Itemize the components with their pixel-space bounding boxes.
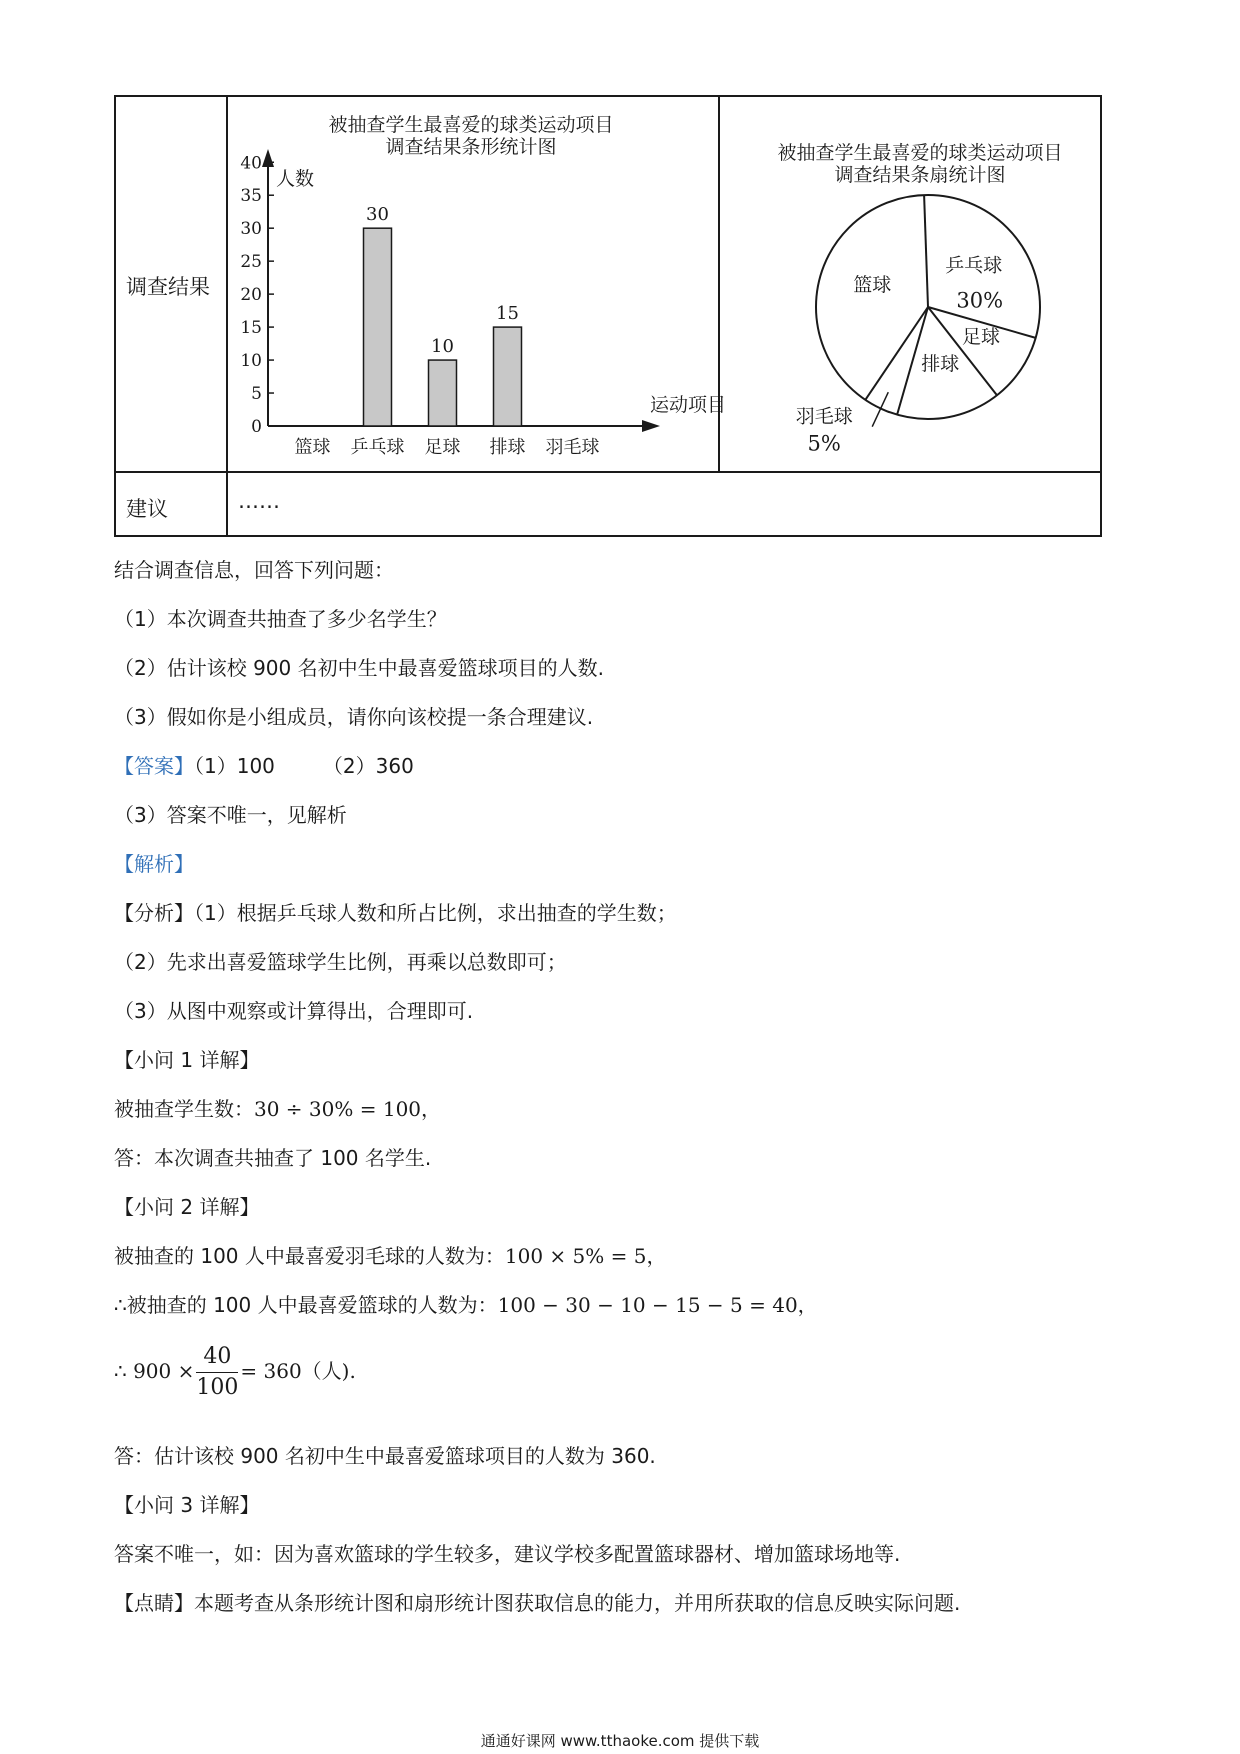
question-2: （2）估计该校 900 名初中生中最喜爱篮球项目的人数.	[114, 656, 604, 680]
answer-line	[114, 750, 414, 779]
sub2-line3-pre: ∴ 900 ×	[114, 1359, 195, 1383]
bar-chart-categories	[295, 437, 600, 458]
bar-category-label: 乒乓球	[350, 437, 405, 458]
pie-slice-label: 排球	[921, 352, 960, 375]
fraction	[196, 1342, 238, 1403]
bar-chart	[228, 97, 727, 471]
row-label-results: 调查结果	[126, 275, 210, 299]
pie-slice-percent: 30%	[956, 288, 1004, 313]
fenxi-2: （2）先求出喜爱篮球学生比例，再乘以总数即可；	[114, 950, 567, 974]
bar	[429, 360, 457, 426]
bar-ytick-label: 15	[240, 318, 262, 339]
bar-ytick-label: 0	[251, 417, 262, 437]
sub2-line2-math: 100 − 30 − 10 − 15 − 5 = 40，	[497, 1293, 818, 1317]
sub2-line2-text: ∴被抽查的 100 人中最喜爱篮球的人数为：	[114, 1293, 498, 1317]
bar-data-label: 30	[366, 204, 389, 226]
pie-chart	[720, 97, 1100, 471]
dianjing-line: 【点睛】本题考查从条形统计图和扇形统计图获取信息的能力，并用所获取的信息反映实际问题.	[114, 1591, 961, 1615]
bar-category-label: 篮球	[294, 437, 331, 458]
table-row-divider	[114, 471, 1102, 473]
pie-slice-label: 足球	[962, 325, 1001, 348]
question-1: （1）本次调查共抽查了多少名学生？	[114, 607, 447, 631]
sub2-line4: 答：估计该校 900 名初中生中最喜爱篮球项目的人数为 360.	[114, 1444, 656, 1468]
bar-ytick-label: 5	[251, 384, 262, 405]
fraction-numerator: 40	[196, 1342, 238, 1373]
sub2-line3-post: = 360（人).	[240, 1359, 356, 1383]
fenxi-1: 【分析】（1）根据乒乓球人数和所占比例，求出抽查的学生数；	[114, 901, 677, 925]
answer-2: （2）360	[322, 754, 414, 778]
bar	[364, 228, 392, 426]
sub3-tag: 【小问 3 详解】	[114, 1493, 260, 1517]
bar-x-arrow	[642, 420, 660, 432]
sub2-tag: 【小问 2 详解】	[114, 1195, 260, 1219]
bar-category-label: 羽毛球	[545, 437, 600, 458]
sub1-tag: 【小问 1 详解】	[114, 1048, 260, 1072]
bar-category-label: 排球	[489, 437, 526, 458]
sub1-line1-math: 30 ÷ 30% = 100，	[254, 1097, 442, 1121]
bar-category-label: 足球	[424, 437, 461, 458]
pie-slice-label: 篮球	[853, 274, 892, 297]
page-footer: 通通好课网 www.tthaoke.com 提供下载	[480, 1732, 760, 1750]
bar-ytick-label: 20	[240, 285, 262, 306]
bar-ytick-label: 25	[240, 252, 262, 273]
sub2-line1-text: 被抽查的 100 人中最喜爱羽毛球的人数为：	[114, 1244, 505, 1268]
pie-chart-slices	[816, 195, 1040, 419]
bar-ytick-label: 10	[240, 351, 262, 372]
bar	[494, 327, 522, 426]
answer-3: （3）答案不唯一，见解析	[114, 803, 347, 827]
question-3: （3）假如你是小组成员，请你向该校提一条合理建议.	[114, 705, 594, 729]
sub1-line1-text: 被抽查学生数：	[114, 1097, 254, 1121]
sub2-line2	[114, 1289, 818, 1318]
bar-ytick-label: 30	[240, 219, 262, 240]
bar-ytick-label: 40	[240, 153, 262, 174]
table-border-bottom	[114, 535, 1102, 537]
fraction-denominator: 100	[196, 1375, 239, 1400]
bar-y-arrow	[262, 149, 274, 167]
bar-chart-ylabel: 人数	[276, 168, 315, 190]
fenxi-3: （3）从图中观察或计算得出，合理即可.	[114, 999, 474, 1023]
pie-slice-label: 乒乓球	[945, 254, 1003, 277]
pie-slice-label: 羽毛球	[795, 405, 853, 428]
bar-chart-xlabel: 运动项目	[649, 394, 727, 416]
intro-line: 结合调查信息，回答下列问题：	[114, 558, 394, 582]
sub2-line3	[114, 1342, 356, 1403]
bar-chart-title-line2: 调查结果条形统计图	[385, 136, 557, 158]
sub3-line1: 答案不唯一，如：因为喜欢篮球的学生较多，建议学校多配置篮球器材、增加篮球场地等.	[114, 1542, 901, 1566]
survey-table	[114, 95, 1102, 537]
sub2-line1-math: 100 × 5% = 5，	[504, 1244, 667, 1268]
row-label-suggestion: 建议	[126, 497, 168, 521]
pie-slice-percent: 5%	[807, 431, 841, 456]
bar-chart-axes	[262, 149, 660, 432]
answer-tag: 【答案】	[114, 754, 194, 778]
bar-data-label: 15	[496, 303, 519, 325]
sub1-line1	[114, 1093, 441, 1122]
bar-ytick-label: 35	[240, 186, 262, 207]
answer-1: （1）100	[194, 754, 275, 778]
bar-chart-title-line1: 被抽查学生最喜爱的球类运动项目	[328, 114, 614, 136]
pie-chart-title-line2: 调查结果条扇统计图	[834, 164, 1006, 186]
suggestion-value: ……	[238, 489, 280, 513]
sub1-line2: 答：本次调查共抽查了 100 名学生.	[114, 1146, 432, 1170]
analysis-tag: 【解析】	[114, 852, 194, 876]
sub2-line1	[114, 1240, 666, 1269]
pie-chart-title-line1: 被抽查学生最喜爱的球类运动项目	[777, 142, 1063, 164]
bar-data-label: 10	[431, 336, 454, 358]
bar-chart-bars	[364, 204, 522, 426]
